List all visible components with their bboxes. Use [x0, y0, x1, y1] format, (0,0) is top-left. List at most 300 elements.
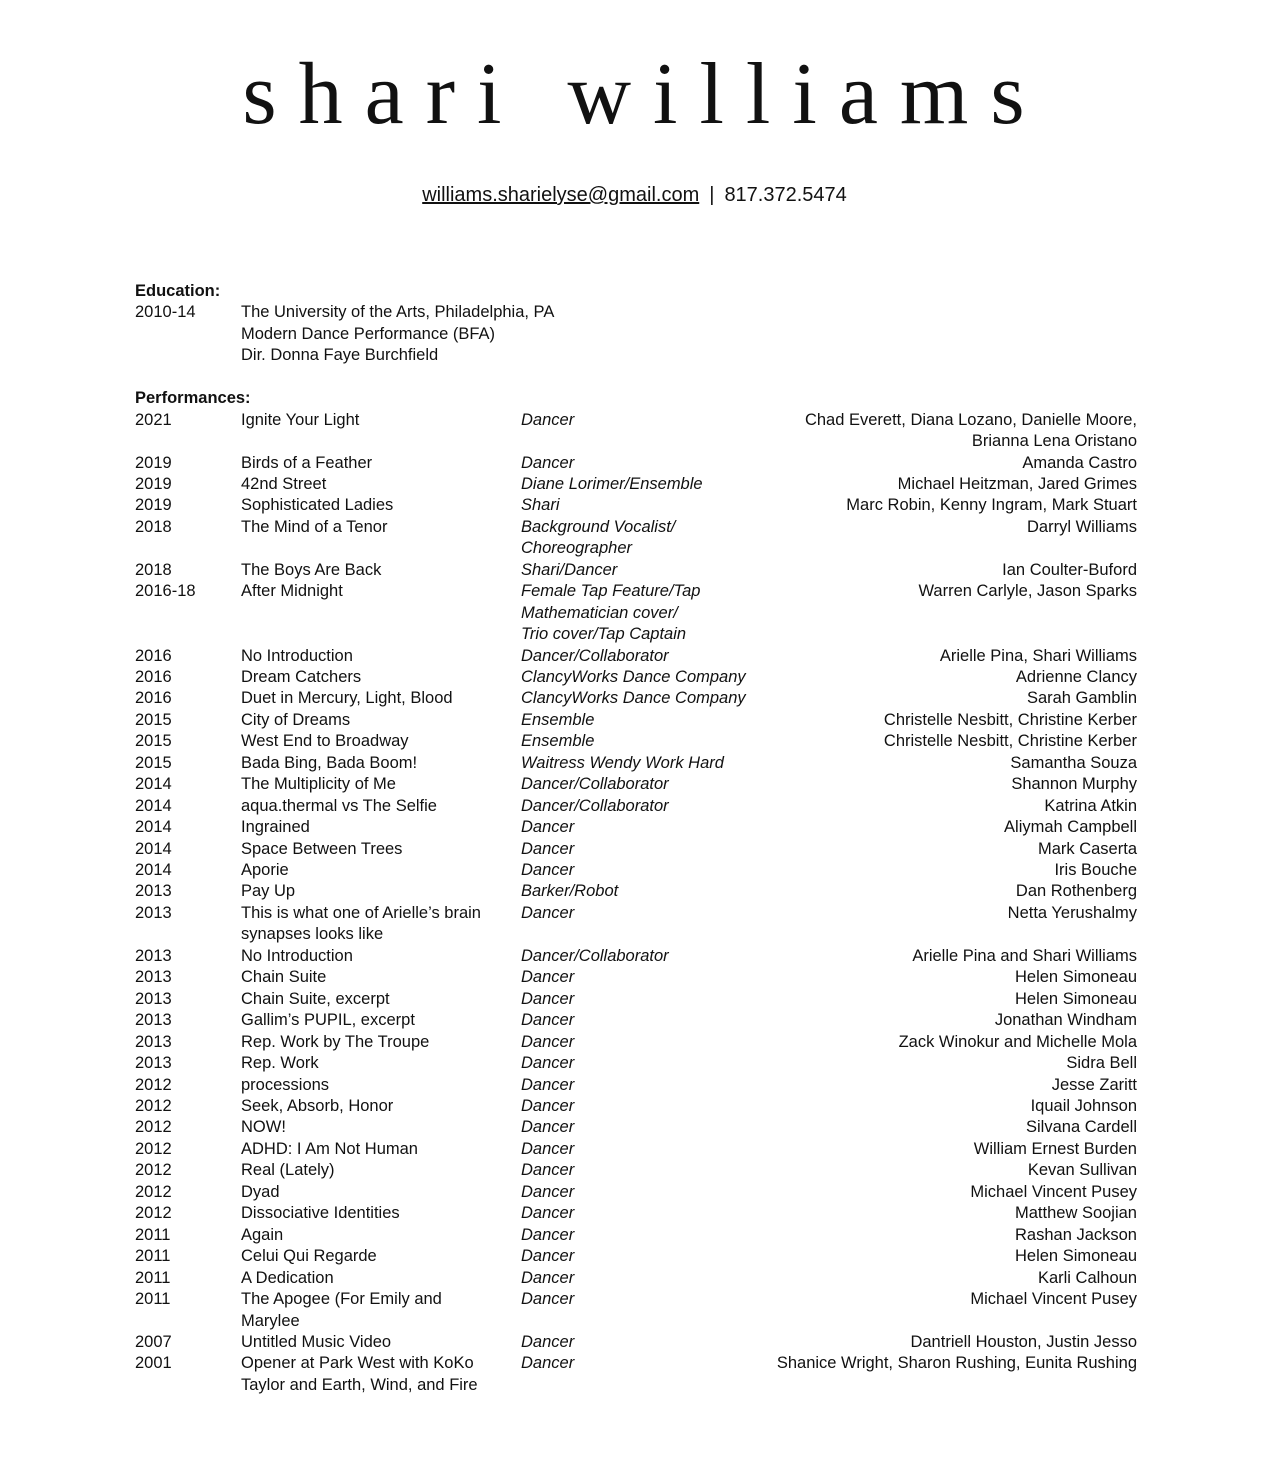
education-director: Dir. Donna Faye Burchfield: [241, 346, 439, 365]
performance-year: 2014: [135, 818, 172, 837]
performance-row: [135, 1096, 1137, 1117]
performance-role: [521, 646, 771, 667]
performance-title: [241, 1225, 521, 1246]
performance-director-line: Sidra Bell: [1066, 1054, 1137, 1073]
performance-title-line: Pay Up: [241, 882, 296, 901]
performance-title: [241, 495, 521, 516]
performance-director-line: Helen Simoneau: [1015, 1247, 1137, 1266]
performance-director: [771, 860, 1137, 881]
performance-director-line: Netta Yerushalmy: [1007, 903, 1137, 922]
performance-role-line: Dancer: [521, 1225, 575, 1244]
performance-row: [135, 1203, 1137, 1224]
performance-year: 2012: [135, 1161, 172, 1180]
performance-role: [521, 1246, 771, 1267]
performance-title-line: The Boys Are Back: [241, 560, 382, 579]
performance-role-line: Dancer: [521, 1204, 575, 1223]
performance-row: [135, 560, 1137, 581]
performance-role-line: Dancer/Collaborator: [521, 946, 669, 965]
performance-director: [771, 517, 1137, 538]
performance-row: [135, 667, 1137, 688]
performance-role: [521, 1182, 771, 1203]
performance-role-line: Trio cover/Tap Captain: [521, 625, 687, 644]
performance-title: [241, 517, 521, 538]
performance-role: [521, 774, 771, 795]
performance-year: 2014: [135, 775, 172, 794]
performance-row: [135, 1032, 1137, 1053]
performance-title-line: synapses looks like: [241, 925, 384, 944]
performance-year: 2019: [135, 496, 172, 515]
performance-title-line: This is what one of Arielle’s brain: [241, 903, 481, 922]
performance-row: [135, 1289, 1137, 1332]
performance-title-line: Rep. Work: [241, 1054, 319, 1073]
performance-role: [521, 860, 771, 881]
performance-year: 2013: [135, 1032, 172, 1051]
performance-director: [771, 903, 1137, 924]
performance-role: [521, 1332, 771, 1353]
performance-role-line: Dancer: [521, 1011, 575, 1030]
performance-title-line: Dissociative Identities: [241, 1204, 400, 1223]
performance-director: [771, 1332, 1137, 1353]
performance-title-line: Sophisticated Ladies: [241, 496, 394, 515]
performance-director: [771, 710, 1137, 731]
performance-role: [521, 1160, 771, 1181]
performance-role-line: Waitress Wendy Work Hard: [521, 753, 724, 772]
performance-title-line: Celui Qui Regarde: [241, 1247, 377, 1266]
performance-title-line: Chain Suite: [241, 968, 327, 987]
performance-director-line: Mark Caserta: [1037, 839, 1137, 858]
performance-director-line: Arielle Pina, Shari Williams: [939, 646, 1137, 665]
performance-role-line: Dancer: [521, 1139, 575, 1158]
performance-role: [521, 881, 771, 902]
performance-director-line: Kevan Sullivan: [1027, 1161, 1137, 1180]
performance-row: [135, 1353, 1137, 1396]
performance-row: [135, 860, 1137, 881]
performance-director-line: Dantriell Houston, Justin Jesso: [910, 1332, 1137, 1351]
performance-role: [521, 1225, 771, 1246]
performance-year: 2015: [135, 732, 172, 751]
performance-title: [241, 1246, 521, 1267]
performance-year: 2013: [135, 882, 172, 901]
performance-director: [771, 967, 1137, 988]
education-details: [241, 302, 1137, 366]
performance-director-line: William Ernest Burden: [973, 1139, 1137, 1158]
performances-list: [135, 410, 1137, 1397]
performance-row: [135, 817, 1137, 838]
performance-title-line: aqua.thermal vs The Selfie: [241, 796, 437, 815]
performance-director: [771, 646, 1137, 667]
performance-director-line: Amanda Castro: [1022, 453, 1137, 472]
performance-row: [135, 581, 1137, 645]
performance-title: [241, 581, 521, 602]
performance-role-line: ClancyWorks Dance Company: [521, 689, 746, 708]
performance-role-line: Shari/Dancer: [521, 560, 618, 579]
performance-role: [521, 1053, 771, 1074]
performance-role-line: Dancer: [521, 453, 575, 472]
performance-director: [771, 581, 1137, 602]
performance-role-line: Dancer: [521, 861, 575, 880]
performances-heading: Performances:: [135, 389, 251, 408]
performance-title: [241, 839, 521, 860]
performance-director: [771, 881, 1137, 902]
performance-title: [241, 967, 521, 988]
performance-year: 2012: [135, 1139, 172, 1158]
performance-role-line: Dancer/Collaborator: [521, 775, 669, 794]
performance-title-line: The Mind of a Tenor: [241, 517, 388, 536]
performance-director: [771, 495, 1137, 516]
performance-director-line: Iquail Johnson: [1030, 1096, 1137, 1115]
performance-role: [521, 1096, 771, 1117]
performance-role-line: Dancer/Collaborator: [521, 796, 669, 815]
performance-row: [135, 410, 1137, 453]
performance-director: [771, 1203, 1137, 1224]
performance-title-line: processions: [241, 1075, 330, 1094]
performance-title: [241, 946, 521, 967]
performance-role: [521, 1032, 771, 1053]
performance-title-line: No Introduction: [241, 946, 353, 965]
performance-title: [241, 667, 521, 688]
performance-role: [521, 967, 771, 988]
performance-director-line: Helen Simoneau: [1015, 989, 1137, 1008]
resume-name: shari williams: [242, 46, 1047, 143]
performance-role-line: Barker/Robot: [521, 882, 619, 901]
performance-role-line: Dancer: [521, 1032, 575, 1051]
performance-row: [135, 710, 1137, 731]
performance-title: [241, 1353, 521, 1396]
performance-title: [241, 1096, 521, 1117]
performance-title: [241, 989, 521, 1010]
performance-row: [135, 796, 1137, 817]
performance-year: 2007: [135, 1332, 172, 1351]
education-degree: Modern Dance Performance (BFA): [241, 324, 496, 343]
performance-role-line: Dancer: [521, 903, 575, 922]
performance-director-line: Helen Simoneau: [1015, 968, 1137, 987]
performance-title: [241, 774, 521, 795]
performance-row: [135, 646, 1137, 667]
performance-role: [521, 581, 771, 645]
performance-role: [521, 796, 771, 817]
performance-role: [521, 688, 771, 709]
performance-role-line: Female Tap Feature/Tap: [521, 582, 701, 601]
performance-director: [771, 1032, 1137, 1053]
performance-year: 2013: [135, 946, 172, 965]
performance-title: [241, 1182, 521, 1203]
performance-row: [135, 1053, 1137, 1074]
performance-row: [135, 1010, 1137, 1031]
performance-role-line: Dancer/Collaborator: [521, 646, 669, 665]
contact-separator: |: [709, 184, 715, 206]
performance-role: [521, 410, 771, 431]
contact-line: [0, 182, 1269, 208]
performance-director: [771, 667, 1137, 688]
email-link[interactable]: williams.sharielyse@gmail.com: [422, 184, 700, 206]
performance-role-line: Dancer: [521, 818, 575, 837]
performance-director: [771, 989, 1137, 1010]
performance-role: [521, 1075, 771, 1096]
performance-director: [771, 1353, 1137, 1374]
performance-director-line: Adrienne Clancy: [1015, 667, 1137, 686]
performance-title-line: The Multiplicity of Me: [241, 775, 396, 794]
performance-title-line: NOW!: [241, 1118, 286, 1137]
performance-row: [135, 967, 1137, 988]
performance-title: [241, 453, 521, 474]
performance-title-line: Again: [241, 1225, 284, 1244]
performance-director: [771, 1010, 1137, 1031]
performance-director: [771, 796, 1137, 817]
performance-year: 2018: [135, 560, 172, 579]
performance-role: [521, 1289, 771, 1310]
performance-director-line: Karli Calhoun: [1037, 1268, 1137, 1287]
performance-title: [241, 410, 521, 431]
performance-title: [241, 1032, 521, 1053]
performance-role: [521, 495, 771, 516]
performance-role: [521, 731, 771, 752]
performance-role-line: Dancer: [521, 1290, 575, 1309]
phone-number: 817.372.5474: [724, 184, 847, 206]
performance-year: 2013: [135, 968, 172, 987]
performance-title-line: West End to Broadway: [241, 732, 409, 751]
performance-director: [771, 453, 1137, 474]
performance-director-line: Shanice Wright, Sharon Rushing, Eunita Rushing: [776, 1354, 1137, 1373]
performance-director-line: Jesse Zaritt: [1051, 1075, 1137, 1094]
performance-director: [771, 1246, 1137, 1267]
performance-director-line: Michael Vincent Pusey: [970, 1290, 1137, 1309]
performance-role-line: Choreographer: [521, 539, 632, 558]
performance-year: 2012: [135, 1075, 172, 1094]
education-entry: [135, 302, 1137, 366]
performance-role-line: Dancer: [521, 968, 575, 987]
performance-year: 2012: [135, 1182, 172, 1201]
performance-director-line: Dan Rothenberg: [1015, 882, 1137, 901]
performance-role: [521, 1268, 771, 1289]
resume-body: [135, 281, 1137, 1396]
performance-director-line: Michael Vincent Pusey: [970, 1182, 1137, 1201]
performance-role: [521, 453, 771, 474]
performance-role: [521, 1139, 771, 1160]
performance-title-line: After Midnight: [241, 582, 343, 601]
performance-year: 2013: [135, 903, 172, 922]
performance-row: [135, 688, 1137, 709]
performance-title: [241, 474, 521, 495]
performance-title-line: No Introduction: [241, 646, 353, 665]
performance-director-line: Iris Bouche: [1054, 861, 1137, 880]
performance-role-line: Dancer: [521, 1096, 575, 1115]
performance-role: [521, 989, 771, 1010]
performance-director: [771, 1268, 1137, 1289]
performance-title-line: ADHD: I Am Not Human: [241, 1139, 418, 1158]
performance-title-line: Ignite Your Light: [241, 410, 360, 429]
performance-role-line: Diane Lorimer/Ensemble: [521, 474, 703, 493]
performance-year: 2014: [135, 839, 172, 858]
performance-title-line: City of Dreams: [241, 710, 351, 729]
performance-title: [241, 1332, 521, 1353]
performance-year: 2014: [135, 796, 172, 815]
performance-row: [135, 1225, 1137, 1246]
performance-director: [771, 1117, 1137, 1138]
performance-director-line: Brianna Lena Oristano: [971, 432, 1137, 451]
performance-row: [135, 1246, 1137, 1267]
performance-director-line: Silvana Cardell: [1026, 1118, 1137, 1137]
performance-role: [521, 560, 771, 581]
performance-title: [241, 1268, 521, 1289]
performance-row: [135, 903, 1137, 946]
performance-title-line: The Apogee (For Emily and: [241, 1290, 442, 1309]
performance-director-line: Marc Robin, Kenny Ingram, Mark Stuart: [846, 496, 1137, 515]
performance-title-line: Aporie: [241, 861, 289, 880]
performance-year: 2012: [135, 1204, 172, 1223]
performance-title-line: Taylor and Earth, Wind, and Fire: [241, 1375, 478, 1394]
performance-director-line: Katrina Atkin: [1044, 796, 1137, 815]
performance-row: [135, 517, 1137, 560]
performance-row: [135, 1117, 1137, 1138]
performance-year: 2013: [135, 1054, 172, 1073]
performance-title-line: Duet in Mercury, Light, Blood: [241, 689, 453, 708]
performance-title: [241, 1075, 521, 1096]
performance-role: [521, 817, 771, 838]
performance-director-line: Shannon Murphy: [1011, 775, 1137, 794]
performance-year: 2012: [135, 1118, 172, 1137]
performance-director: [771, 1139, 1137, 1160]
performance-year: 2016: [135, 667, 172, 686]
performance-director: [771, 1225, 1137, 1246]
performance-director: [771, 1289, 1137, 1310]
performance-director: [771, 817, 1137, 838]
performance-director: [771, 1053, 1137, 1074]
performance-title-line: Chain Suite, excerpt: [241, 989, 390, 1008]
performance-title: [241, 1053, 521, 1074]
performance-title: [241, 1139, 521, 1160]
performance-title: [241, 710, 521, 731]
performance-year: 2013: [135, 1011, 172, 1030]
performance-year: 2021: [135, 410, 172, 429]
performance-role-line: Dancer: [521, 839, 575, 858]
performance-director: [771, 839, 1137, 860]
performance-director-line: Zack Winokur and Michelle Mola: [898, 1032, 1137, 1051]
performance-title-line: Dyad: [241, 1182, 280, 1201]
performance-row: [135, 839, 1137, 860]
performance-year: 2016-18: [135, 582, 196, 601]
performance-director-line: Darryl Williams: [1027, 517, 1137, 536]
performance-director-line: Michael Heitzman, Jared Grimes: [897, 474, 1137, 493]
performance-director-line: Warren Carlyle, Jason Sparks: [918, 582, 1137, 601]
performance-role: [521, 1203, 771, 1224]
performance-director: [771, 1075, 1137, 1096]
performance-row: [135, 881, 1137, 902]
performance-title-line: Gallim’s PUPIL, excerpt: [241, 1011, 415, 1030]
performance-row: [135, 1139, 1137, 1160]
performance-row: [135, 946, 1137, 967]
performance-title: [241, 753, 521, 774]
performance-row: [135, 474, 1137, 495]
performance-role: [521, 517, 771, 560]
performance-role: [521, 753, 771, 774]
performance-year: 2013: [135, 989, 172, 1008]
performance-title: [241, 796, 521, 817]
performance-director-line: Ian Coulter-Buford: [1002, 560, 1137, 579]
performance-role-line: Dancer: [521, 1182, 575, 1201]
performance-director-line: Arielle Pina and Shari Williams: [912, 946, 1137, 965]
performance-role-line: Dancer: [521, 1054, 575, 1073]
performance-year: 2014: [135, 861, 172, 880]
performance-director-line: Rashan Jackson: [1015, 1225, 1137, 1244]
performance-role: [521, 1117, 771, 1138]
performance-year: 2012: [135, 1096, 172, 1115]
performance-year: 2011: [135, 1247, 171, 1266]
performance-director: [771, 1096, 1137, 1117]
performance-row: [135, 731, 1137, 752]
performance-title-line: Real (Lately): [241, 1161, 335, 1180]
performance-role: [521, 667, 771, 688]
performance-director-line: Christelle Nesbitt, Christine Kerber: [883, 732, 1137, 751]
education-school: The University of the Arts, Philadelphia, PA: [241, 303, 555, 322]
performance-title: [241, 903, 521, 946]
performance-title-line: Rep. Work by The Troupe: [241, 1032, 430, 1051]
performance-role-line: Background Vocalist/: [521, 517, 676, 536]
education-heading: Education:: [135, 282, 221, 300]
performance-director: [771, 688, 1137, 709]
performance-role-line: Dancer: [521, 1075, 575, 1094]
performance-role-line: Ensemble: [521, 710, 595, 729]
performance-director: [771, 410, 1137, 453]
performance-title-line: Marylee: [241, 1311, 300, 1330]
performance-row: [135, 1182, 1137, 1203]
performance-title-line: Dream Catchers: [241, 667, 362, 686]
performance-title: [241, 881, 521, 902]
performance-title: [241, 1010, 521, 1031]
performance-title-line: Ingrained: [241, 818, 310, 837]
performance-title: [241, 688, 521, 709]
performance-director-line: Jonathan Windham: [994, 1011, 1137, 1030]
performance-role: [521, 710, 771, 731]
performance-director: [771, 753, 1137, 774]
performance-role: [521, 839, 771, 860]
performance-role-line: Dancer: [521, 1332, 575, 1351]
performance-title-line: 42nd Street: [241, 474, 327, 493]
performance-role: [521, 1010, 771, 1031]
performance-year: 2011: [135, 1268, 171, 1287]
performance-title: [241, 860, 521, 881]
performance-director: [771, 731, 1137, 752]
performance-title-line: Bada Bing, Bada Boom!: [241, 753, 418, 772]
performance-director: [771, 774, 1137, 795]
performance-title: [241, 1203, 521, 1224]
performance-year: 2016: [135, 646, 172, 665]
performance-title: [241, 560, 521, 581]
performance-director-line: Chad Everett, Diana Lozano, Danielle Moore,: [804, 410, 1137, 429]
performance-row: [135, 1268, 1137, 1289]
performance-title-line: A Dedication: [241, 1268, 334, 1287]
performance-year: 2011: [135, 1290, 171, 1309]
performance-role-line: ClancyWorks Dance Company: [521, 667, 746, 686]
performance-role-line: Mathematician cover/: [521, 603, 678, 622]
performance-row: [135, 753, 1137, 774]
performance-role-line: Dancer: [521, 1161, 575, 1180]
performance-row: [135, 453, 1137, 474]
performance-year: 2019: [135, 474, 172, 493]
performance-role: [521, 903, 771, 924]
performance-title: [241, 817, 521, 838]
performance-title: [241, 1289, 521, 1332]
performance-director-line: Matthew Soojian: [1015, 1204, 1137, 1223]
performance-director-line: Aliymah Campbell: [1004, 818, 1137, 837]
performance-role: [521, 946, 771, 967]
performance-role-line: Dancer: [521, 1247, 575, 1266]
performance-role: [521, 1353, 771, 1374]
performance-year: 2018: [135, 517, 172, 536]
performance-title: [241, 1117, 521, 1138]
performance-title: [241, 646, 521, 667]
performance-director-line: Samantha Souza: [1010, 753, 1137, 772]
education-year: 2010-14: [135, 303, 196, 322]
